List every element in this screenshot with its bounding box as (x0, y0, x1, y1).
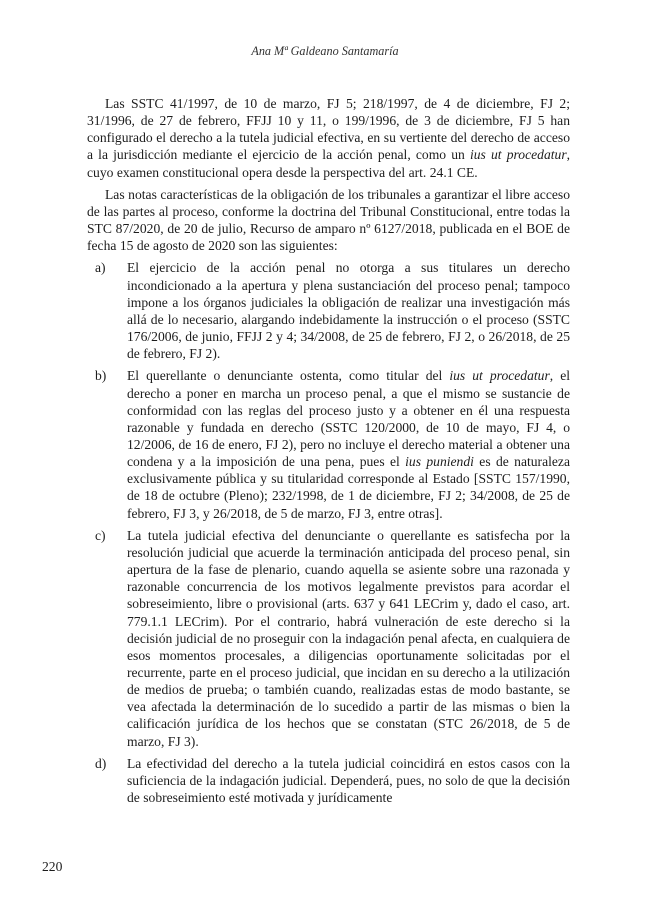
list-item (87, 259, 570, 362)
list-item-letter: d) (95, 755, 107, 771)
list-item (87, 755, 570, 806)
body-text (87, 95, 570, 811)
text-run: La tutela judicial efectiva del denunciante o querellante es satisfecha por la resolución judicial que acuerde la terminación anticipada del proceso penal, sin apertura de la fase de plenario, cuando aquella se asiente sobre una razonada y razonable concurrencia de los motivos legalmente previstos para acordar el sobreseimiento, libre o provisional (arts. 637 y 641 LECrim y, dado el caso, art. 779.1.1 LECrim). Por el contrario, habrá vulneración de este derecho si la decisión judicial de no proseguir con la indagación penal afecta, en cualquiera de esos momentos procesales, a diligencias oportunamente solicitadas por el recurrente, parte en el proceso judicial, que incidan en su derecho a la utilización de medios de prueba; o también cuando, realizadas estas de modo bastante, se vea afectada la determinación de lo sucedido a partir de las mismas o bien la calificación jurídica de los hechos que se constatan (STC 26/2018, de 5 de marzo, FJ 3). (127, 527, 570, 749)
text-run: es de naturaleza exclusivamente pública y su titularidad corresponde al Estado [SSTC 157/1990, de 18 de octubre (Pleno); 232/1998, de 1 de diciembre, FJ 2; 34/2008, de 25 de febrero, FJ 3, y 26/2018, de 5 de marzo, FJ 3, entre otras]. (127, 454, 570, 521)
list-item-letter: a) (95, 260, 106, 276)
text-run: , cuyo examen constitucional opera desde la perspectiva del art. 24.1 CE. (87, 147, 571, 180)
list-item-text (127, 260, 570, 361)
list-item-letter: b) (95, 368, 107, 384)
text-run: El querellante o denunciante ostenta, como titular del (127, 368, 450, 384)
italic-term: ius ut procedatur (469, 147, 567, 163)
italic-term: ius ut procedatur (449, 368, 550, 384)
list-item (87, 527, 570, 750)
enumerated-list (87, 259, 570, 806)
text-run: El ejercicio de la acción penal no otorga a sus titulares un derecho incondicionado a la apertura y plena sustanciación del proceso penal; tampoco impone a los órganos judiciales la obligación de realizar una investigación más allá de lo necesario, alargando indebidamente la instrucción o el proceso (SSTC 176/2006, de junio, FFJJ 2 y 4; 34/2008, de 25 de febrero, FJ 2, o 26/2018, de 25 de febrero, FJ 2). (127, 260, 570, 362)
text-run: La efectividad del derecho a la tutela judicial coincidirá en estos casos con la suficiencia de la indagación judicial. Dependerá, pues, no solo de que la decisión de sobreseimiento esté motivada y jurídicamente (127, 755, 570, 806)
list-item-letter: c) (95, 527, 106, 543)
paragraph (87, 186, 570, 255)
text-run: , el derecho a poner en marcha un proceso penal, a que el mismo se sustancie de conformidad con las reglas del proceso justo y a obtener en él una respuesta razonable y fundada en derecho (SSTC 120/2000, de 10 de mayo, FJ 4, o 12/2006, de 16 de enero, FJ 2), pero no incluye el derecho material a obtener una condena y a la imposición de una pena, pues el (127, 368, 571, 470)
italic-term: ius puniendi (405, 454, 474, 470)
paragraph (87, 95, 570, 181)
running-header: Ana Mª Galdeano Santamaría (251, 44, 399, 58)
list-item-text (127, 756, 570, 805)
text-run: Las notas características de la obligación de los tribunales a garantizar el libre acceso de las partes al proceso, conforme la doctrina del Tribunal Constitucional, entre todas la STC 87/2020, de 20 de julio, Recurso de amparo nº 6127/2018, publicada en el BOE de fecha 15 de agosto de 2020 son las siguientes: (87, 186, 570, 254)
list-item-text (127, 368, 570, 520)
list-item-text (127, 528, 570, 749)
page-number: 220 (42, 859, 63, 874)
list-item (87, 367, 570, 521)
text-run: Las SSTC 41/1997, de 10 de marzo, FJ 5; 218/1997, de 4 de diciembre, FJ 2; 31/1996, de 27 de febrero, FFJJ 10 y 11, o 199/1996, de 3 de diciembre, FJ 5 han configurado el derecho a la tutela judicial efectiva, en su vertiente del derecho de acceso a la jurisdicción mediante el ejercicio de la acción penal, como un (87, 96, 570, 163)
